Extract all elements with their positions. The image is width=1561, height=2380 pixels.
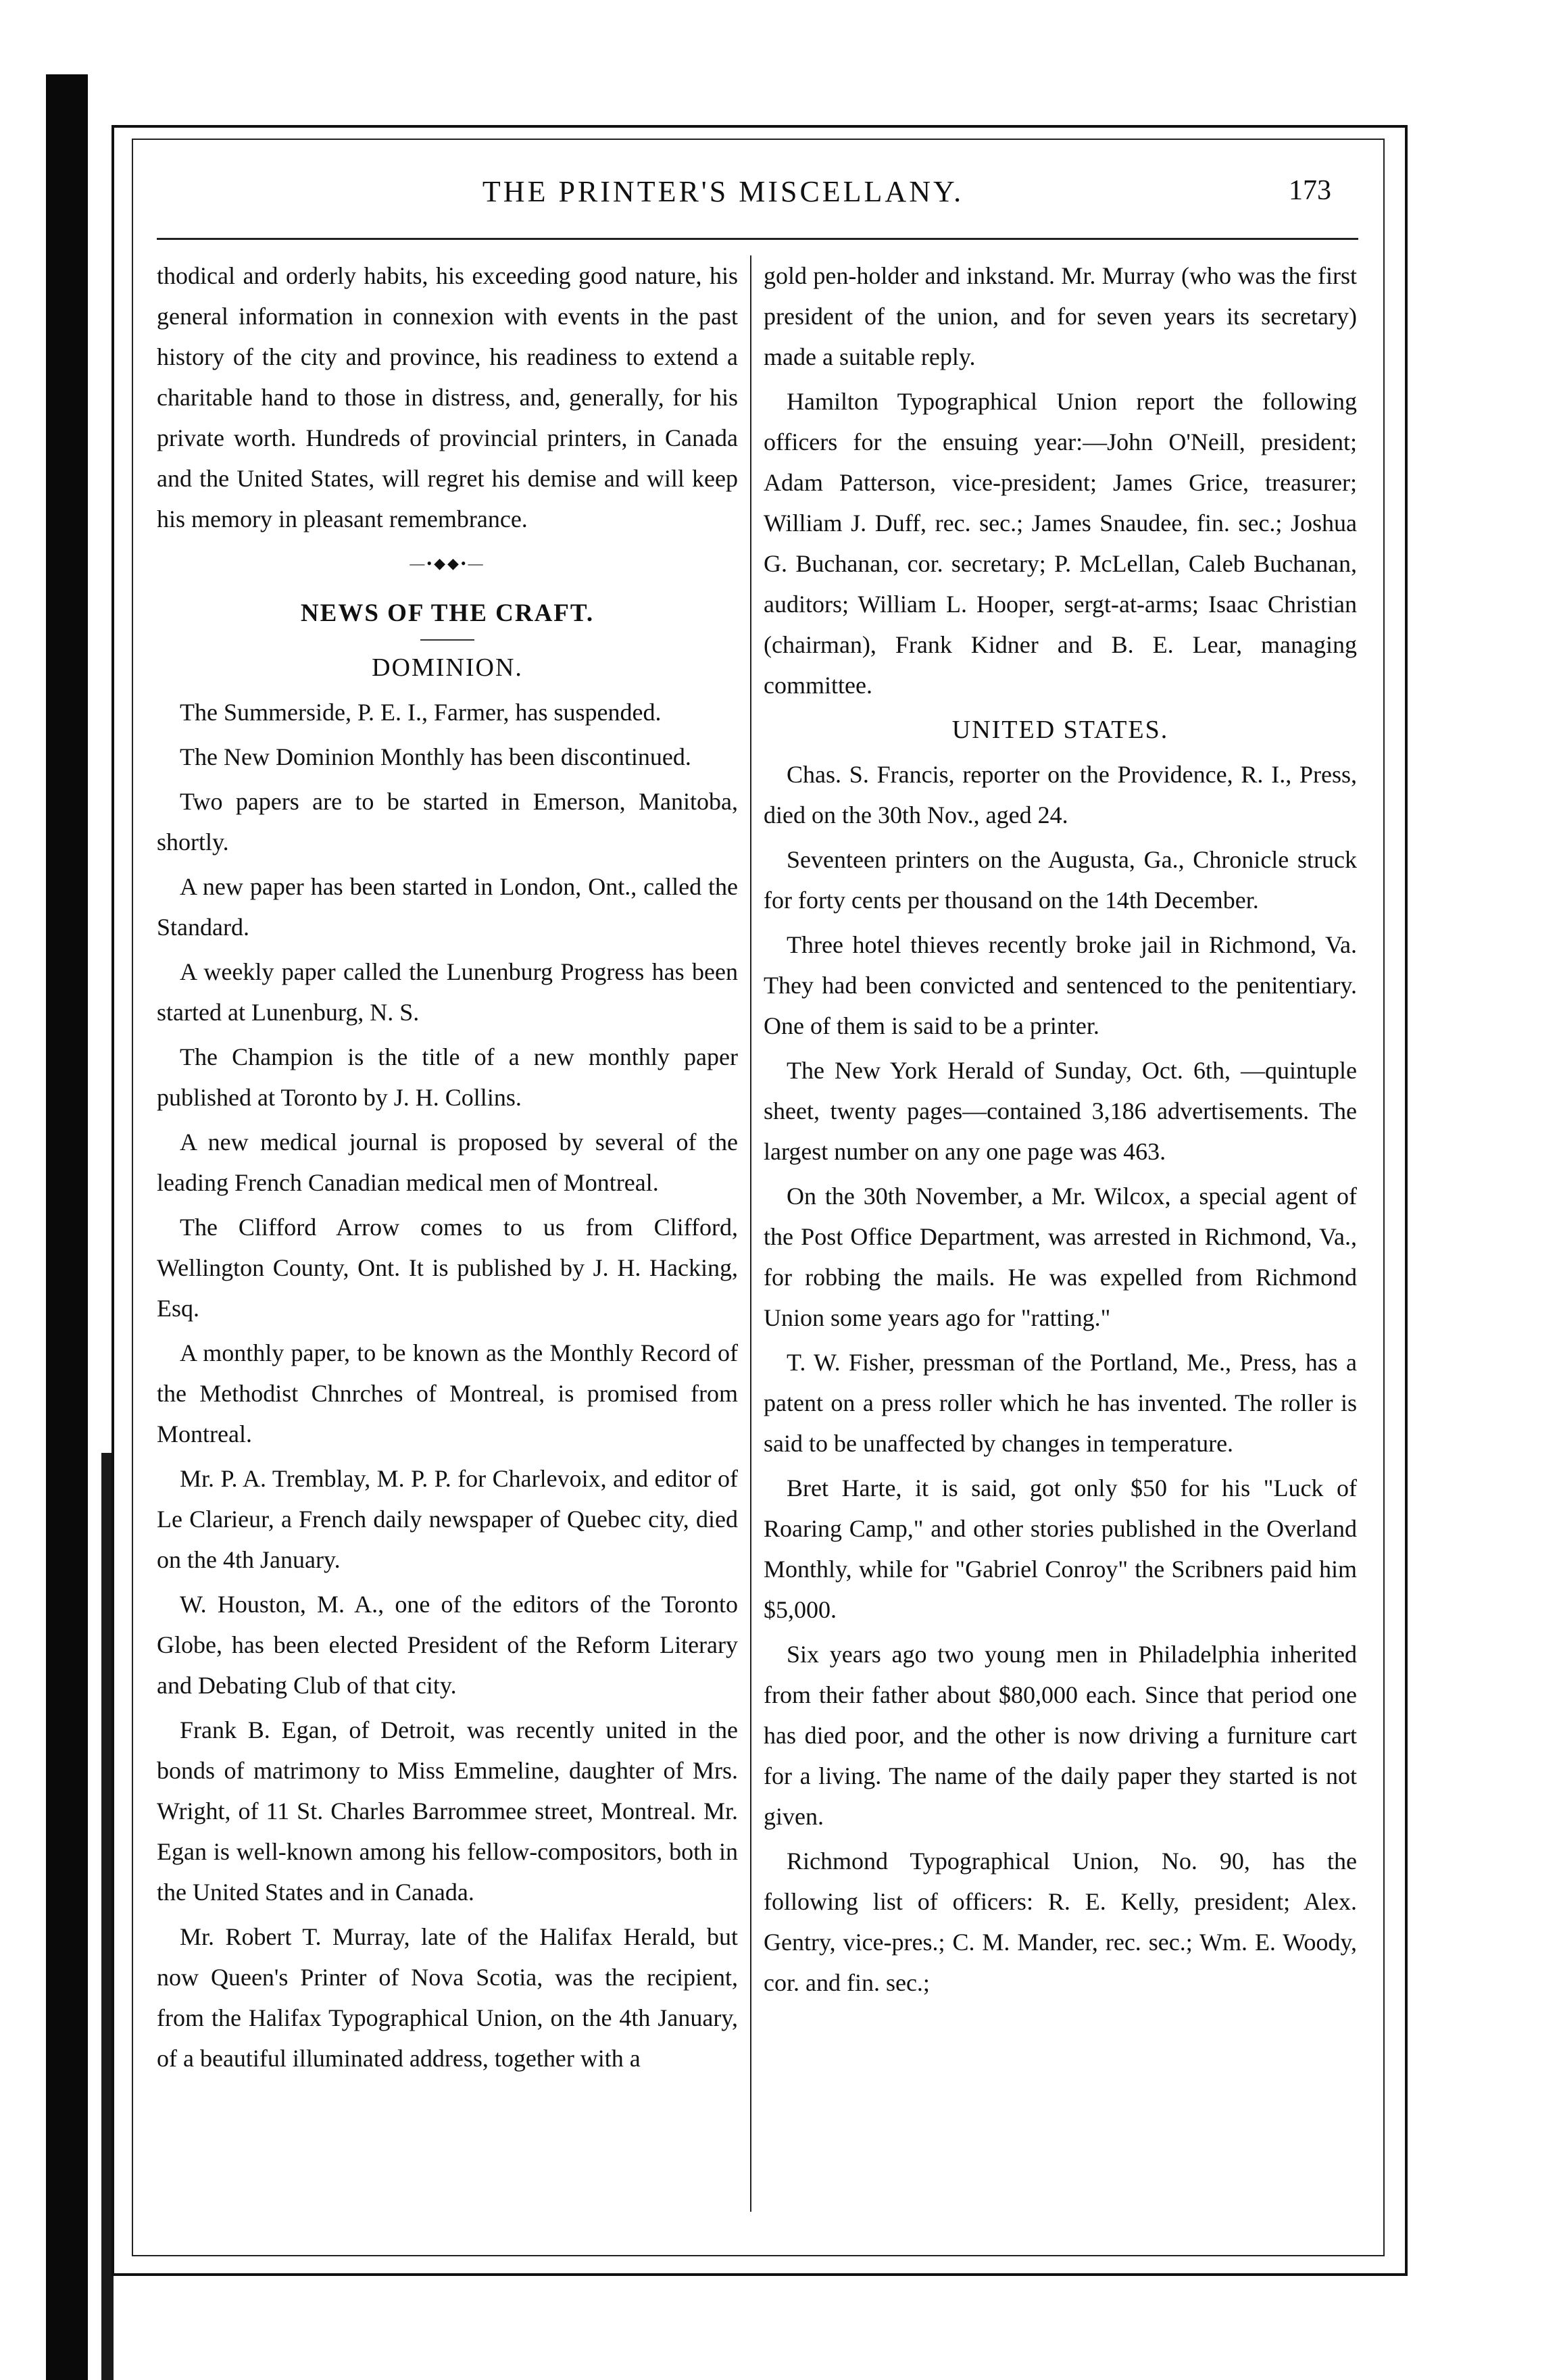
news-item: The New Dominion Monthly has been discontinued.: [180, 743, 691, 770]
news-item: Hamilton Typographical Union report the following officers for the ensuing year:—John O'Neill, president; Adam Patterson, vice-president; James Grice, treasurer; William J. Duff, rec. sec.; James Snaudee, fin. sec.; Joshua G. Buchanan, cor. secretary; P. McLellan, Caleb Buchanan, auditors; William L. Hooper, sergt-at-arms; Isaac Christian (chairman), Frank Kidner and B. E. Lear, managing committee.: [764, 388, 1357, 699]
news-item: Mr. Robert T. Murray, late of the Halifax Herald, but now Queen's Printer of Nova Scotia, was the recipient, from the Halifax Typographical Union, on the 4th January, of a beautiful illuminated address, together with a: [157, 1923, 738, 2072]
news-item: Chas. S. Francis, reporter on the Providence, R. I., Press, died on the 30th Nov., aged 24.: [764, 761, 1357, 828]
news-item: Three hotel thieves recently broke jail in Richmond, Va. They had been convicted and sentenced to the penitentiary. One of them is said to be a printer.: [764, 931, 1357, 1039]
left-column: [157, 255, 738, 2083]
news-item: A new medical journal is proposed by several of the leading French Canadian medical men of Montreal.: [157, 1129, 738, 1196]
news-item: A monthly paper, to be known as the Monthly Record of the Methodist Chnrches of Montreal, is promised from Montreal.: [157, 1339, 738, 1447]
sub-heading-united-states: UNITED STATES.: [951, 716, 1169, 744]
right-column: [764, 255, 1357, 2007]
sub-heading-dominion: DOMINION.: [372, 653, 523, 682]
book-binding-shadow: [46, 74, 88, 2380]
news-item: A weekly paper called the Lunenburg Progress has been started at Lunenburg, N. S.: [157, 958, 738, 1026]
section-ornament: —•◆◆•—: [410, 555, 485, 572]
header-rule: [157, 238, 1358, 240]
news-item: Richmond Typographical Union, No. 90, has the following list of officers: R. E. Kelly, president; Alex. Gentry, vice-pres.; C. M. Mander, rec. sec.; Wm. E. Woody, cor. and fin. sec.;: [764, 1848, 1357, 1996]
running-header: [155, 174, 1358, 216]
news-item: Bret Harte, it is said, got only $50 for his "Luck of Roaring Camp," and other stories published in the Overland Monthly, while for "Gabriel Conroy" the Scribners paid him $5,000.: [764, 1474, 1357, 1623]
section-heading: NEWS OF THE CRAFT.: [300, 599, 595, 627]
news-item: The Clifford Arrow comes to us from Clifford, Wellington County, Ont. It is published by J. H. Hacking, Esq.: [157, 1214, 738, 1322]
page-number: 173: [1289, 175, 1331, 206]
heading-rule: [420, 639, 474, 641]
news-item: T. W. Fisher, pressman of the Portland, Me., Press, has a patent on a press roller which he has invented. The roller is said to be unaffected by changes in temperature.: [764, 1349, 1357, 1457]
news-item: Mr. P. A. Tremblay, M. P. P. for Charlevoix, and editor of Le Clarieur, a French daily newspaper of Quebec city, died on the 4th January.: [157, 1465, 738, 1573]
news-item: Six years ago two young men in Philadelphia inherited from their father about $80,000 each. Since that period one has died poor, and the other is now driving a furniture cart for a living. The name of the daily paper they started is not given.: [764, 1641, 1357, 1830]
column-divider: [750, 255, 751, 2212]
news-item: Seventeen printers on the Augusta, Ga., Chronicle struck for forty cents per thousand on the 14th December.: [764, 846, 1357, 914]
obituary-continuation: thodical and orderly habits, his exceeding good nature, his general information in connexion with events in the past history of the city and province, his readiness to extend a charitable hand to those in distress, and, generally, for his private worth. Hundreds of provincial printers, in Canada and the United States, will regret his demise and will keep his memory in pleasant remembrance.: [157, 262, 738, 532]
news-item: On the 30th November, a Mr. Wilcox, a special agent of the Post Office Department, was arrested in Richmond, Va., for robbing the mails. He was expelled from Richmond Union some years ago for "ratting.": [764, 1183, 1357, 1331]
news-item: W. Houston, M. A., one of the editors of the Toronto Globe, has been elected President of the Reform Literary and Debating Club of that city.: [157, 1591, 738, 1699]
news-item: The Champion is the title of a new monthly paper published at Toronto by J. H. Collins.: [157, 1043, 738, 1111]
news-item: The New York Herald of Sunday, Oct. 6th, —quintuple sheet, twenty pages—contained 3,186 advertisements. The largest number on any one page was 463.: [764, 1057, 1357, 1165]
news-item-continuation: gold pen-holder and inkstand. Mr. Murray (who was the first president of the union, and for seven years its secretary) made a suitable reply.: [764, 262, 1357, 370]
news-item: The Summerside, P. E. I., Farmer, has suspended.: [180, 699, 662, 726]
news-item: Two papers are to be started in Emerson, Manitoba, shortly.: [157, 788, 738, 856]
journal-title: THE PRINTER'S MISCELLANY.: [482, 175, 964, 208]
news-item: A new paper has been started in London, Ont., called the Standard.: [157, 873, 738, 941]
news-item: Frank B. Egan, of Detroit, was recently united in the bonds of matrimony to Miss Emmeline, daughter of Mrs. Wright, of 11 St. Charles Barrommee street, Montreal. Mr. Egan is well-known among his fellow-compositors, both in the United States and in Canada.: [157, 1716, 738, 1906]
